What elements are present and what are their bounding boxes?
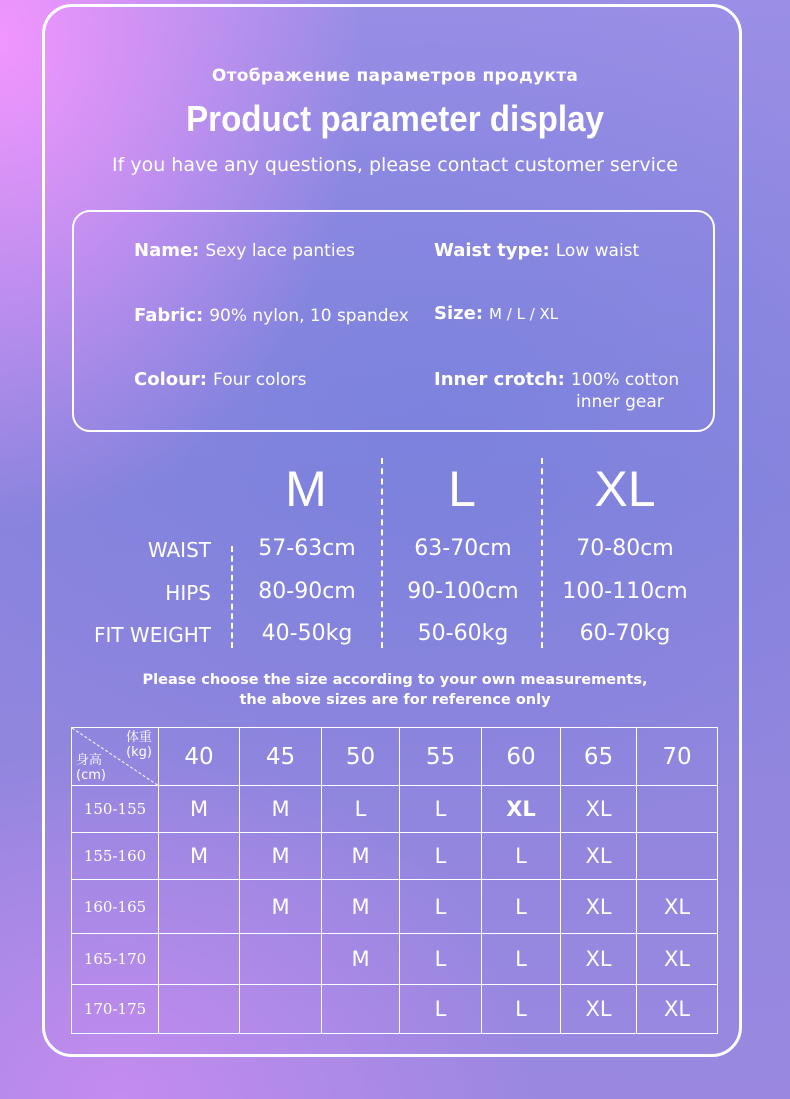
table-cell: L (400, 934, 482, 985)
table-cell: M (240, 786, 322, 833)
table-cell (240, 985, 322, 1034)
page-title: Product parameter display (186, 98, 604, 139)
table-row (72, 880, 718, 934)
size-cell: 100-110cm (562, 579, 688, 604)
table-cell: L (400, 833, 482, 880)
param-inner-crotch-value-2: inner gear (576, 392, 664, 412)
table-header-row (72, 728, 718, 786)
table-row (72, 833, 718, 880)
table-cell: M (322, 880, 400, 934)
table-cell: L (322, 786, 400, 833)
corner-weight (126, 730, 152, 760)
height-header: 150-155 (72, 786, 159, 833)
weight-header: 55 (400, 728, 482, 786)
param-waist-type (434, 240, 639, 261)
table-cell: XL (561, 880, 637, 934)
param-inner-crotch (434, 369, 679, 390)
param-inner-crotch-value-1: 100% cotton (570, 370, 680, 390)
table-cell: XL (561, 985, 637, 1034)
param-fabric-label: Fabric: (134, 305, 204, 326)
table-cell: XL (561, 934, 637, 985)
weight-header: 40 (159, 728, 240, 786)
corner-height-unit: (cm) (76, 768, 106, 783)
param-fabric (134, 305, 409, 326)
corner-height-label: 身高 (76, 753, 103, 768)
height-header: 155-160 (72, 833, 159, 880)
table-cell: L (482, 880, 561, 934)
size-header-xl: XL (594, 461, 656, 517)
table-row (72, 786, 718, 833)
param-colour-value: Four colors (213, 370, 307, 390)
weight-header: 45 (240, 728, 322, 786)
height-header: 165-170 (72, 934, 159, 985)
table-cell: XL (637, 934, 718, 985)
corner-weight-label: 体重 (125, 730, 152, 745)
table-cell (322, 985, 400, 1034)
table-cell (240, 934, 322, 985)
size-cell: 60-70kg (579, 621, 671, 646)
weight-header: 60 (482, 728, 561, 786)
table-cell: XL (482, 786, 561, 833)
weight-header: 70 (637, 728, 718, 786)
table-cell: M (240, 833, 322, 880)
parameter-box (72, 210, 715, 432)
param-colour (134, 369, 306, 390)
size-cell: 50-60kg (417, 621, 509, 646)
divider-dashed (541, 458, 543, 648)
table-cell: L (400, 880, 482, 934)
size-cell: 70-80cm (576, 536, 674, 561)
corner-height (76, 753, 106, 783)
param-inner-crotch-label: Inner crotch: (434, 369, 565, 390)
size-cell: 63-70cm (414, 536, 512, 561)
param-name-value: Sexy lace panties (205, 241, 355, 261)
param-size (434, 303, 558, 324)
height-header: 170-175 (72, 985, 159, 1034)
param-waist-type-label: Waist type: (434, 240, 550, 261)
param-waist-type-value: Low waist (555, 241, 640, 261)
size-row-label-waist: WAIST (147, 538, 211, 562)
table-cell: L (400, 985, 482, 1034)
table-cell: M (240, 880, 322, 934)
note-line-2: the above sizes are for reference only (239, 692, 551, 708)
param-name (134, 240, 355, 261)
table-cell: M (322, 833, 400, 880)
param-colour-label: Colour: (134, 369, 208, 390)
contact-text: If you have any questions, please contact customer service (112, 154, 678, 176)
table-row (72, 934, 718, 985)
size-header-l: L (448, 461, 476, 517)
size-cell: 90-100cm (407, 579, 519, 604)
table-cell: M (159, 786, 240, 833)
table-cell: XL (561, 786, 637, 833)
weight-header: 50 (322, 728, 400, 786)
weight-header: 65 (561, 728, 637, 786)
table-cell: XL (637, 880, 718, 934)
table-cell (637, 786, 718, 833)
size-header-m: M (285, 461, 327, 517)
param-fabric-value: 90% nylon, 10 spandex (209, 306, 409, 326)
size-row-label-hips: HIPS (165, 581, 211, 605)
height-weight-table (71, 727, 718, 1034)
table-cell: XL (561, 833, 637, 880)
size-cell: 80-90cm (258, 579, 356, 604)
size-cell: 40-50kg (261, 621, 353, 646)
table-cell: M (322, 934, 400, 985)
table-cell: M (159, 833, 240, 880)
table-row (72, 985, 718, 1034)
table-cell: XL (637, 985, 718, 1034)
param-size-label: Size: (434, 303, 484, 324)
table-cell (159, 985, 240, 1034)
size-row-label-fit-weight: FIT WEIGHT (93, 623, 211, 647)
table-cell (159, 934, 240, 985)
table-cell: L (400, 786, 482, 833)
param-name-label: Name: (134, 240, 200, 261)
note-line-1: Please choose the size according to your own measurements, (142, 672, 648, 688)
table-cell: L (482, 934, 561, 985)
table-cell (637, 833, 718, 880)
size-cell: 57-63cm (258, 536, 356, 561)
table-cell (159, 880, 240, 934)
param-size-value: M / L / XL (489, 305, 559, 323)
height-header: 160-165 (72, 880, 159, 934)
corner-weight-unit: (kg) (126, 745, 152, 760)
table-cell: L (482, 833, 561, 880)
subtitle-russian: Отображение параметров продукта (211, 66, 579, 86)
table-cell: L (482, 985, 561, 1034)
param-inner-crotch-line2 (576, 392, 664, 412)
table-corner-cell (72, 728, 159, 786)
